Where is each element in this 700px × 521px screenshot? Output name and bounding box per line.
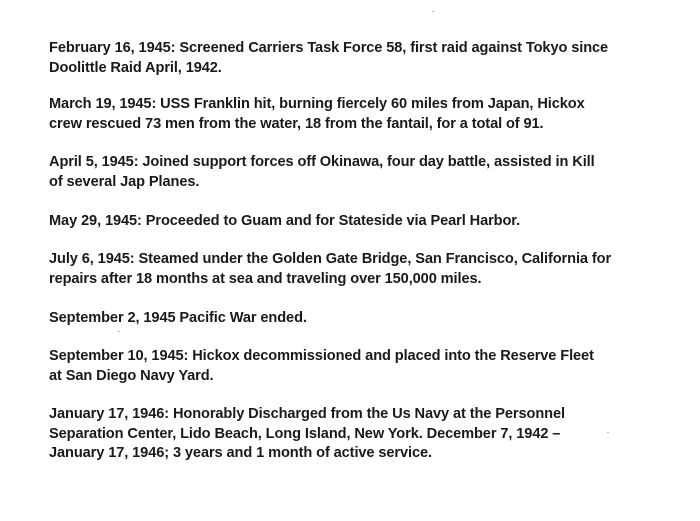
entry-line: September 10, 1945: Hickox decommissioned and placed into the Reserve Fleet <box>49 348 594 364</box>
entry-may-29-1945 <box>49 212 520 232</box>
entry-line: January 17, 1946; 3 years and 1 month of active service. <box>49 445 432 461</box>
entry-sep-10-1945 <box>49 347 594 386</box>
entry-jan-17-1946 <box>49 405 565 464</box>
entry-line: at San Diego Navy Yard. <box>49 367 214 384</box>
entry-line: Doolittle Raid April, 1942. <box>49 59 222 76</box>
entry-feb-16-1945 <box>49 39 608 78</box>
entry-line: of several Jap Planes. <box>49 173 200 190</box>
entry-line: May 29, 1945: Proceeded to Guam and for Stateside via Pearl Harbor. <box>49 213 521 229</box>
scan-speck <box>118 331 120 332</box>
entry-line: April 5, 1945: Joined support forces off Okinawa, four day battle, assisted in Kill <box>49 154 595 170</box>
entry-line: March 19, 1945: USS Franklin hit, burning fiercely 60 miles from Japan, Hickox <box>49 96 585 112</box>
entry-sep-2-1945 <box>49 309 307 329</box>
entry-line: July 6, 1945: Steamed under the Golden Gate Bridge, San Francisco, California for <box>49 251 612 267</box>
entry-apr-5-1945 <box>49 153 595 192</box>
scan-speck <box>607 432 609 433</box>
entry-line: September 2, 1945 Pacific War ended. <box>49 310 307 326</box>
scan-speck <box>432 11 434 12</box>
entry-line: repairs after 18 months at sea and traveling over 150,000 miles. <box>49 270 482 287</box>
entry-jul-6-1945 <box>49 250 611 289</box>
entry-line: Separation Center, Lido Beach, Long Island, New York. December 7, 1942 – <box>49 425 561 442</box>
entry-line: January 17, 1946: Honorably Discharged from the Us Navy at the Personnel <box>49 406 565 422</box>
entry-line: February 16, 1945: Screened Carriers Task Force 58, first raid against Tokyo since <box>49 40 609 56</box>
entry-line: crew rescued 73 men from the water, 18 from the fantail, for a total of 91. <box>49 115 544 132</box>
entry-mar-19-1945 <box>49 95 585 134</box>
